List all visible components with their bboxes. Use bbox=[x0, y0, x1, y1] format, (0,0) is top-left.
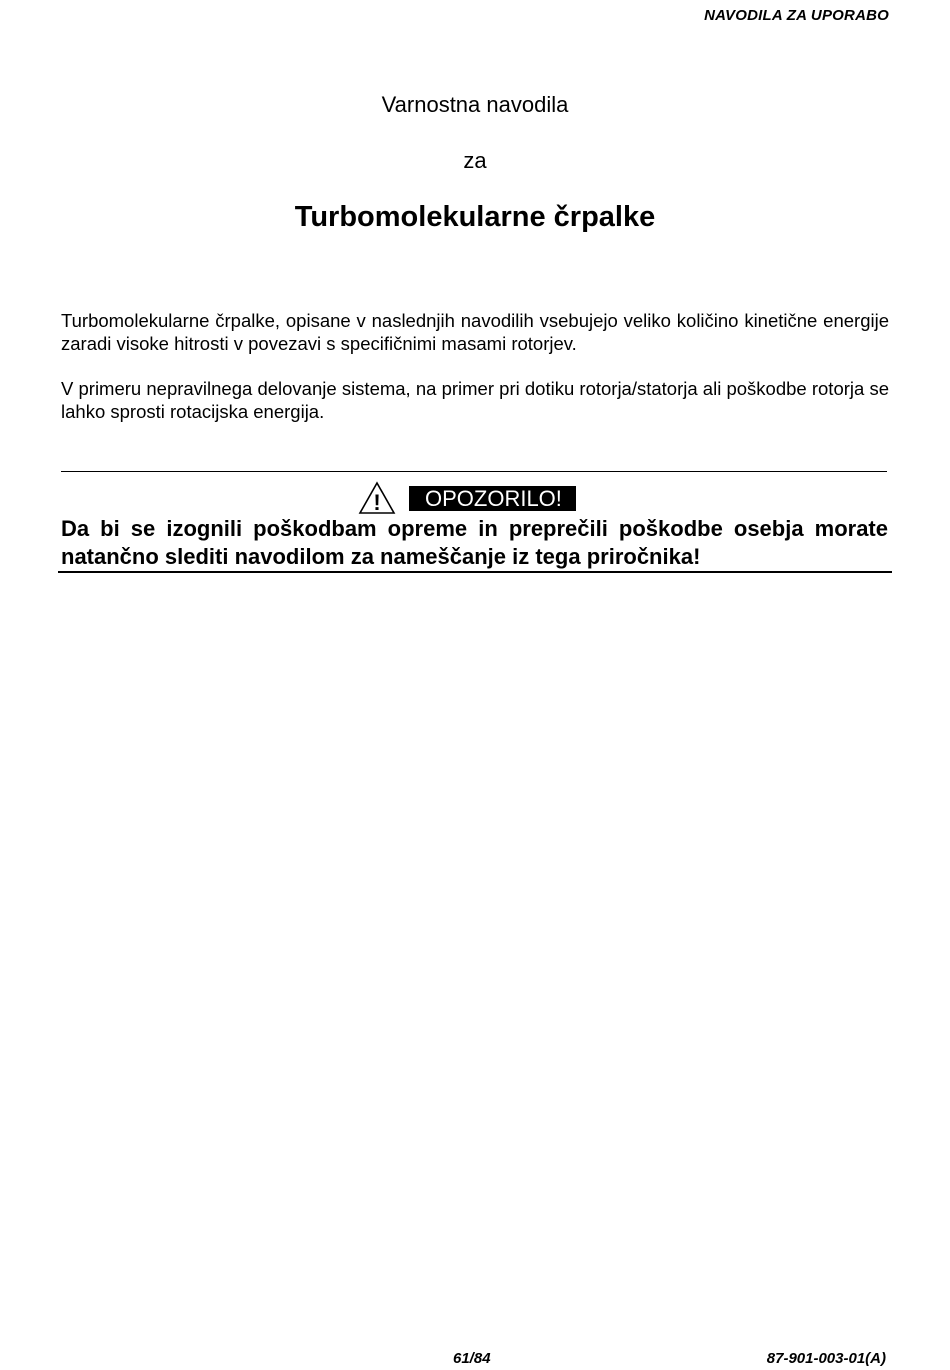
warning-text: Da bi se izognili poškodbam opreme in preprečili poškodbe osebja morate natančno slediti navodilom za nameščanje iz tega priročnika! bbox=[61, 516, 888, 569]
running-header: NAVODILA ZA UPORABO bbox=[704, 7, 889, 24]
warning-label: OPOZORILO! bbox=[409, 486, 576, 511]
page-title: Turbomolekularne črpalke bbox=[294, 201, 656, 233]
warning-header bbox=[358, 481, 576, 515]
document-subtitle-connector: za bbox=[463, 148, 487, 173]
page-number: 61/84 bbox=[453, 1350, 491, 1367]
warning-bottom-rule bbox=[58, 571, 892, 573]
intro-paragraph: Turbomolekularne črpalke, opisane v naslednjih navodilih vsebujejo veliko količino kinetične energije zaradi visoke hitrosti v povezavi s specifičnimi masami rotorjev. bbox=[61, 310, 889, 354]
warning-top-rule bbox=[61, 471, 887, 472]
document-subtitle: Varnostna navodila bbox=[381, 92, 569, 117]
document-code: 87-901-003-01(A) bbox=[766, 1350, 886, 1367]
warning-triangle-icon bbox=[358, 481, 396, 515]
warning-exclamation-glyph: ! bbox=[373, 490, 381, 515]
risk-paragraph: V primeru nepravilnega delovanje sistema, na primer pri dotiku rotorja/statorja ali poškodbe rotorja se lahko sprosti rotacijska energija. bbox=[61, 378, 889, 422]
